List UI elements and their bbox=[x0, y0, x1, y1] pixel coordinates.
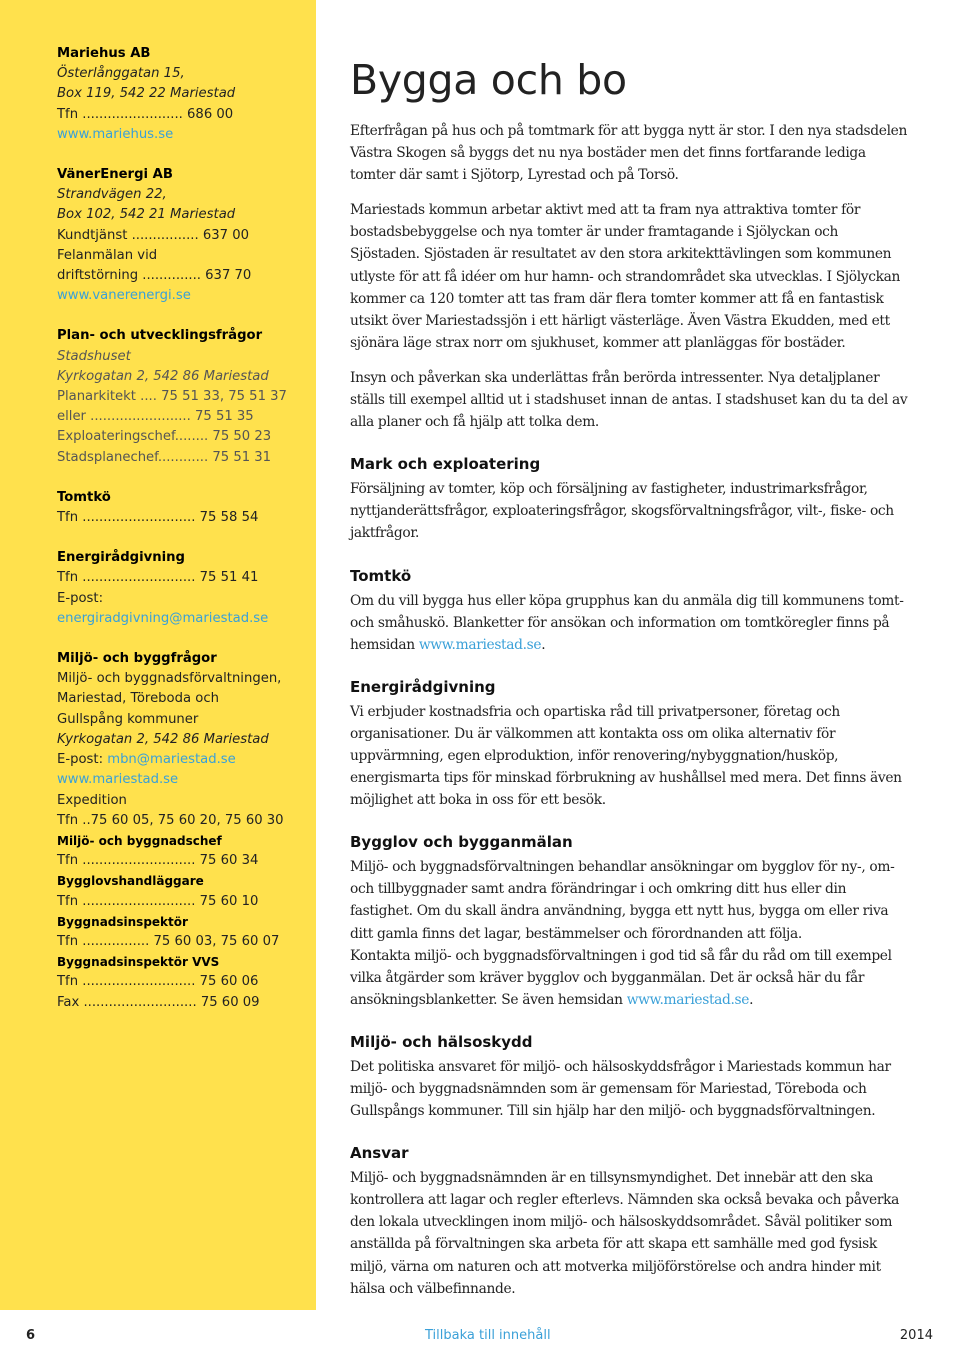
contact-address: Kyrkogatan 2, 542 86 Mariestad bbox=[57, 731, 269, 747]
footer-year: 2014 bbox=[899, 1328, 933, 1343]
contact-address: Box 119, 542 22 Mariestad bbox=[57, 86, 236, 102]
plan-contact bbox=[57, 326, 307, 467]
contact-address: Box 102, 542 21 Mariestad bbox=[57, 207, 236, 223]
section-paragraph: Försäljning av tomter, köp och försäljning av fastigheter, industrimarksfrågor, nyttjanderättsfrågor, exploateringsfrågor, skogsförvaltningsfrågor, vilt-, fiske- och jaktfrågor. bbox=[350, 481, 894, 542]
contact-phone: eller ........................ 75 51 35 bbox=[57, 409, 254, 425]
contact-phone: Tfn ........................... 75 60 10 bbox=[57, 893, 259, 909]
mariestad-link[interactable]: www.mariestad.se bbox=[418, 636, 542, 653]
energi-email-link[interactable]: energiradgivning@mariestad.se bbox=[57, 610, 269, 626]
section-heading-miljo: Miljö- och hälsoskydd bbox=[350, 1032, 533, 1051]
section-heading-ansvar: Ansvar bbox=[350, 1144, 409, 1163]
section-heading: Miljö- och byggfrågor bbox=[57, 651, 217, 667]
contact-label: Expedition bbox=[57, 792, 127, 808]
contact-phone: Tfn ..75 60 05, 75 60 20, 75 60 30 bbox=[57, 812, 284, 828]
main-content bbox=[350, 52, 910, 1313]
contact-role: Bygglovshandläggare bbox=[57, 874, 204, 889]
contact-name: Mariehus AB bbox=[57, 46, 151, 61]
contact-phone: Planarkitekt .... 75 51 33, 75 51 37 bbox=[57, 389, 287, 405]
section-paragraph: Vi erbjuder kostnadsfria och opartiska råd till privatpersoner, företag och organisationer. Du är välkommen att kontakta oss om olika alternativ för uppvärmning, egen elproduktion, inför renovering/nybyggnation/husköp, energismarta tips för minskad förbrukning av hushållsel med mera. Det finns även möjlighet att boka in oss för ett besök. bbox=[350, 703, 902, 809]
contact-label: E-post: bbox=[57, 752, 108, 768]
vanerenergi-contact bbox=[57, 165, 307, 306]
paragraph-text: . bbox=[749, 991, 754, 1008]
contact-list bbox=[57, 44, 307, 1033]
contact-org: Miljö- och byggnadsförvaltningen, bbox=[57, 671, 282, 687]
contact-phone: Stadsplanechef............ 75 51 31 bbox=[57, 449, 272, 465]
contact-phone: driftstörning .............. 637 70 bbox=[57, 268, 252, 284]
section-heading: Plan- och utvecklingsfrågor bbox=[57, 328, 263, 344]
mariehus-web-link[interactable]: www.mariehus.se bbox=[57, 126, 174, 142]
paragraph-text: Om du vill bygga hus eller köpa grupphus kan du anmäla dig till kommunens tomt- och småhuskö. Blanketter för ansökan och information om tomtköregler finns på hemsidan bbox=[350, 592, 904, 653]
contact-phone: Tfn ........................... 75 60 06 bbox=[57, 974, 259, 990]
contact-role: Miljö- och byggnadschef bbox=[57, 833, 222, 848]
mariestad-web-link[interactable]: www.mariestad.se bbox=[57, 772, 179, 788]
contact-email-row bbox=[57, 750, 307, 770]
energi-contact bbox=[57, 548, 307, 629]
contact-phone: Exploateringschef........ 75 50 23 bbox=[57, 429, 272, 445]
section-heading-mark: Mark och exploatering bbox=[350, 455, 541, 474]
back-to-contents-link[interactable]: Tillbaka till innehåll bbox=[425, 1328, 551, 1343]
section-paragraph: Det politiska ansvaret för miljö- och hälsoskyddsfrågor i Mariestads kommun har miljö- och byggnadsnämnden som är gemensam för Mariestad, Töreboda och Gullspångs kommuner. Till sin hjälp har den miljö- och byggnadsförvaltningen. bbox=[350, 1058, 891, 1120]
contact-sidebar bbox=[0, 0, 316, 1310]
contact-phone: Tfn ................ 75 60 03, 75 60 07 bbox=[57, 933, 280, 949]
contact-org: Mariestad, Töreboda och bbox=[57, 691, 219, 707]
vanerenergi-web-link[interactable]: www.vanerenergi.se bbox=[57, 288, 191, 304]
mariestad-link[interactable]: www.mariestad.se bbox=[626, 991, 750, 1008]
contact-phone: Tfn ........................... 75 60 34 bbox=[57, 853, 259, 869]
section-paragraph bbox=[350, 590, 910, 656]
contact-phone: Tfn ........................... 75 58 54 bbox=[57, 510, 259, 526]
contact-phone: Kundtjänst ................ 637 00 bbox=[57, 227, 249, 243]
section-paragraph: Miljö- och byggnadsnämnden är en tillsynsmyndighet. Det innebär att den ska kontrollera att lagar och regler efterlevs. Nämnden ska också bevaka och påverka den lokala utvecklingen inom miljö- och hälsoskyddsområdet. Såväl politiker som anställda på förvaltningen ska arbeta för att skapa ett samhälle med god fysisk miljö, värna om naturen och att motverka miljöförstörelse och andra hinder mit hälsa och välbefinnande. bbox=[350, 1170, 899, 1297]
contact-name: VänerEnergi AB bbox=[57, 167, 173, 183]
contact-role: Byggnadsinspektör bbox=[57, 914, 188, 929]
intro-paragraph: Mariestads kommun arbetar aktivt med att ta fram nya attraktiva tomter för bostadsbebyggelse och nya tomter är under framtagande i Sjölyckan och Sjöstaden. Sjöstaden är resultatet av den stora arkitekttävlingen som kommunen utlyste för att få idéer om hur hamn- och strandområdet ska utvecklas. I Sjölyckan kommer ca 120 tomter att tas fram där flera tomter kommer att få en fantastisk utsikt över Mariestadssjön i ett härligt västerläge. Även Västra Ekudden, med ett sjönära läge strax norr om sjukhuset, kommer att planläggas för bostäder. bbox=[350, 202, 901, 351]
section-heading: Energirådgivning bbox=[57, 550, 185, 566]
section-heading-bygglov: Bygglov och bygganmälan bbox=[350, 833, 573, 852]
page-number: 6 bbox=[26, 1328, 36, 1343]
section-heading-tomtko: Tomtkö bbox=[350, 566, 412, 585]
page-title: Bygga och bo bbox=[350, 56, 627, 104]
mariehus-contact bbox=[57, 44, 307, 145]
paragraph-text: . bbox=[541, 636, 546, 653]
section-heading: Tomtkö bbox=[57, 489, 111, 505]
section-heading-energi: Energirådgivning bbox=[350, 677, 496, 696]
contact-label: Felanmälan vid bbox=[57, 247, 158, 263]
tomtko-contact bbox=[57, 488, 307, 528]
miljo-contact bbox=[57, 649, 307, 1013]
contact-fax: Fax ........................... 75 60 09 bbox=[57, 994, 260, 1010]
mbn-email-link[interactable]: mbn@mariestad.se bbox=[107, 752, 236, 768]
contact-address: Strandvägen 22, bbox=[57, 187, 167, 203]
section-paragraph: Miljö- och byggnadsförvaltningen behandlar ansökningar om bygglov för ny-, om- och tillbyggnader samt andra förändringar i och omkring ditt hus eller din fastighet. Om du skall ändra användning, bygga ett nytt hus, bygga om eller riva ditt gamla finns det lagar, bestämmelser och förordnanden att följa. bbox=[350, 859, 895, 942]
contact-phone: Tfn ........................... 75 51 41 bbox=[57, 570, 259, 586]
contact-org: Gullspång kommuner bbox=[57, 711, 199, 727]
contact-role: Byggnadsinspektör VVS bbox=[57, 955, 220, 970]
intro-paragraph: Efterfrågan på hus och på tomtmark för att bygga nytt är stor. I den nya stadsdelen Västra Skogen så byggs det nu nya bostäder men det finns fortfarande lediga tomter där samt i Sjötorp, Lyrestad och på Torsö. bbox=[350, 123, 908, 184]
contact-address: Kyrkogatan 2, 542 86 Mariestad bbox=[57, 368, 269, 384]
contact-address: Österlånggatan 15, bbox=[57, 66, 185, 82]
contact-label: E-post: bbox=[57, 590, 104, 606]
section-paragraph bbox=[350, 945, 910, 1011]
contact-place: Stadshuset bbox=[57, 348, 131, 364]
paragraph-text: Kontakta miljö- och byggnadsförvaltningen i god tid så får du råd om till exempel vilka åtgärder som kräver bygglov och bygganmälan. Det är också här du får ansökningsblanketter. Se även hemsidan bbox=[350, 947, 892, 1008]
contact-phone: Tfn ........................ 686 00 bbox=[57, 106, 234, 122]
intro-paragraph: Insyn och påverkan ska underlättas från berörda intressenter. Nya detaljplaner ställs till exempel alltid ut i stadshuset innan de antas. I stadshuset kan du ta del av alla planer och få hjälp att tolka dem. bbox=[350, 369, 908, 431]
